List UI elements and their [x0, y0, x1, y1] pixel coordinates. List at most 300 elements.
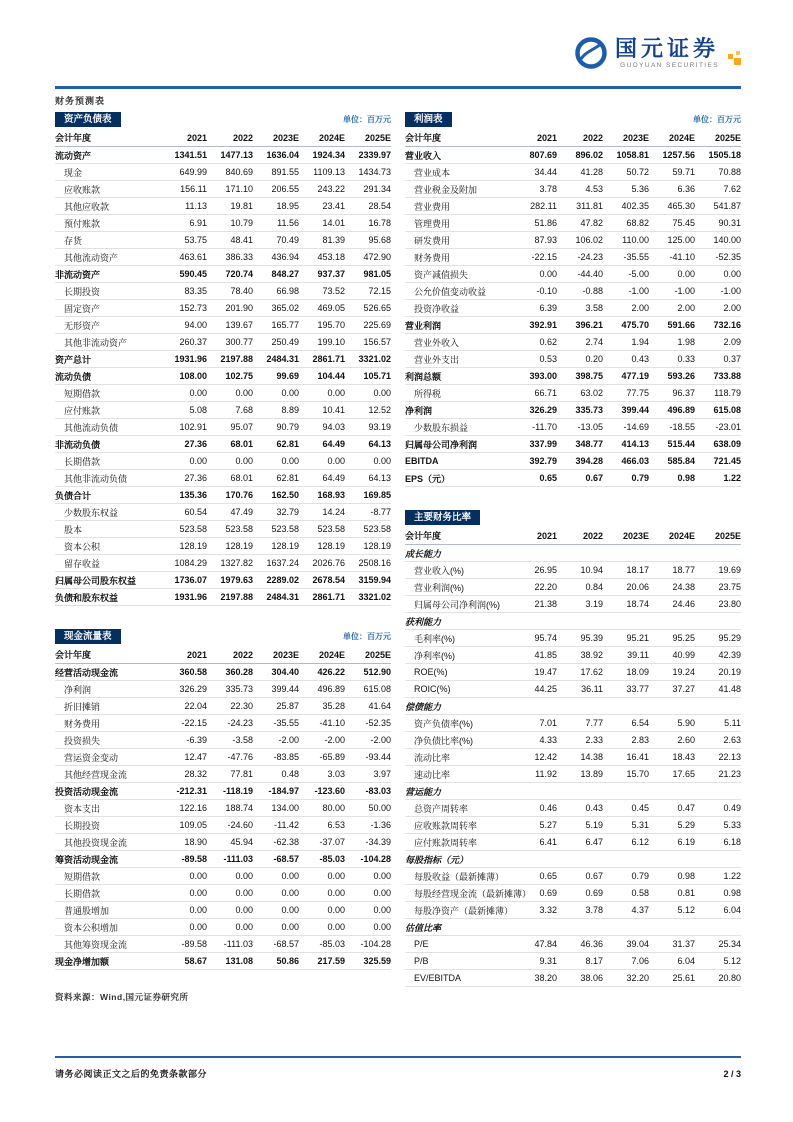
cell-value: 23.41 — [322, 201, 345, 211]
cell-value: 5.90 — [677, 718, 695, 728]
column-header: 2021 — [186, 649, 207, 660]
cell-value: 3.78 — [585, 905, 603, 915]
footer-disclaimer: 请务必阅读正文之后的免责条款部分 — [55, 1069, 208, 1079]
cell-value: -89.58 — [181, 854, 207, 864]
row-label: 归属母公司股东权益 — [55, 575, 137, 586]
cell-value: 0.00 — [373, 388, 391, 398]
cell-value: 0.00 — [189, 888, 207, 898]
cell-value: 90.31 — [718, 218, 741, 228]
cell-value: 70.49 — [276, 235, 299, 245]
cell-value: 2289.02 — [266, 575, 299, 585]
cell-value: 720.74 — [225, 269, 253, 279]
table-row — [405, 885, 741, 902]
cell-value: 1931.96 — [174, 592, 207, 602]
row-label: 其他非流动资产 — [64, 337, 128, 348]
row-label: 其他经营现金流 — [64, 769, 128, 780]
cell-value: -13.05 — [577, 422, 603, 432]
cell-value: 0.84 — [585, 582, 603, 592]
cell-value: 96.37 — [672, 388, 695, 398]
table-row — [55, 885, 391, 902]
row-label: 营业外收入 — [414, 337, 460, 348]
page-footer — [55, 1056, 741, 1080]
table-row — [405, 470, 741, 487]
cell-value: 496.89 — [317, 684, 345, 694]
cell-value: 28.32 — [184, 769, 207, 779]
cell-value: 36.11 — [581, 684, 603, 694]
row-label: 其他应收款 — [64, 201, 110, 212]
cell-value: 22.04 — [184, 701, 207, 711]
table-row — [55, 436, 391, 453]
column-header: 2021 — [186, 132, 207, 143]
cell-value: 453.18 — [317, 252, 345, 262]
cell-value: 50.72 — [626, 167, 649, 177]
cell-value: -47.76 — [227, 752, 253, 762]
cell-value: 1434.73 — [358, 167, 391, 177]
table-row — [55, 351, 391, 368]
cell-value: 26.95 — [534, 565, 557, 575]
row-label: 营业利润(%) — [414, 582, 464, 593]
cell-value: 0.00 — [281, 456, 299, 466]
table-row — [405, 800, 741, 817]
cell-value: 0.00 — [281, 871, 299, 881]
cell-value: 21.38 — [534, 599, 557, 609]
table-row — [55, 555, 391, 572]
cell-value: 27.36 — [184, 473, 207, 483]
cell-value: 0.65 — [539, 473, 557, 483]
cell-value: 2197.88 — [220, 354, 253, 364]
cell-value: 95.68 — [368, 235, 391, 245]
cell-value: 4.37 — [631, 905, 649, 915]
cell-value: -68.57 — [273, 939, 299, 949]
column-header: 2024E — [668, 132, 695, 143]
cell-value: 523.58 — [317, 524, 345, 534]
cell-value: 0.20 — [585, 354, 603, 364]
unit-label: 单位：百万元 — [343, 632, 391, 641]
cell-value: 108.00 — [179, 371, 207, 381]
table-row — [55, 470, 391, 487]
brand-name-en: GUOYUAN SECURITIES — [620, 61, 719, 69]
cell-value: 5.36 — [631, 184, 649, 194]
cell-value: 7.77 — [585, 718, 603, 728]
table-row — [405, 698, 741, 715]
cell-value: 0.49 — [723, 803, 741, 813]
table-row — [55, 181, 391, 198]
table-row — [55, 783, 391, 800]
row-label: 资本公积 — [64, 541, 101, 552]
cell-value: 42.39 — [718, 650, 741, 660]
cell-value: 81.39 — [322, 235, 345, 245]
cell-value: 5.27 — [539, 820, 557, 830]
table-row — [55, 521, 391, 538]
cell-value: 0.00 — [235, 905, 253, 915]
cell-value: 68.01 — [230, 439, 253, 449]
row-label: 每股经营现金流（最新摊薄） — [414, 888, 532, 899]
cell-value: 2508.16 — [358, 558, 391, 568]
cash-flow-table — [55, 627, 391, 970]
table-row — [55, 851, 391, 868]
cell-value: 18.43 — [672, 752, 695, 762]
cell-value: 128.19 — [317, 541, 345, 551]
cell-value: 0.00 — [235, 456, 253, 466]
column-header: 2024E — [318, 649, 345, 660]
cell-value: 0.00 — [539, 269, 557, 279]
cell-value: 291.34 — [363, 184, 391, 194]
cell-value: 20.80 — [718, 973, 741, 983]
cell-value: -111.03 — [223, 854, 253, 864]
table-body — [405, 129, 741, 487]
cell-value: 11.13 — [185, 201, 207, 211]
table-row — [405, 902, 741, 919]
cell-value: -123.60 — [314, 786, 345, 796]
table-row — [55, 215, 391, 232]
column-header: 2023E — [622, 530, 649, 541]
cell-value: 68.01 — [230, 473, 253, 483]
cell-value: 94.03 — [322, 422, 345, 432]
cell-value: 1341.51 — [174, 150, 207, 160]
cell-value: 28.54 — [368, 201, 391, 211]
cell-value: 46.36 — [580, 939, 603, 949]
cell-value: 170.76 — [225, 490, 253, 500]
right-column — [405, 110, 741, 1008]
cell-value: 243.22 — [317, 184, 345, 194]
row-label: 利润总额 — [405, 371, 442, 382]
row-label: ROIC(%) — [414, 684, 451, 694]
cell-value: -5.00 — [628, 269, 649, 279]
cell-value: 6.04 — [723, 905, 741, 915]
cell-value: -52.35 — [365, 718, 391, 728]
cell-value: -18.55 — [669, 422, 695, 432]
row-label: 每股净资产（最新摊薄） — [414, 905, 514, 916]
cell-value: -3.58 — [232, 735, 253, 745]
cell-value: -89.58 — [181, 939, 207, 949]
cell-value: 1257.56 — [662, 150, 695, 160]
row-label: 成长能力 — [405, 548, 442, 559]
cell-value: 2678.54 — [312, 575, 345, 585]
cell-value: 140.00 — [713, 235, 741, 245]
cell-value: 0.67 — [585, 473, 603, 483]
cell-value: 466.03 — [621, 456, 649, 466]
cell-value: 6.04 — [677, 956, 695, 966]
column-header: 2023E — [272, 649, 299, 660]
table-row — [405, 283, 741, 300]
cell-value: 135.36 — [179, 490, 207, 500]
row-label: 营业成本 — [414, 167, 451, 178]
cell-value: -11.70 — [532, 422, 557, 432]
cell-value: 17.65 — [672, 769, 695, 779]
table-row — [55, 953, 391, 970]
table-row — [55, 385, 391, 402]
table-row — [55, 749, 391, 766]
cell-value: -22.15 — [181, 718, 207, 728]
table-row — [405, 766, 741, 783]
table-row — [405, 334, 741, 351]
cell-value: 523.58 — [179, 524, 207, 534]
cell-value: 335.73 — [225, 684, 253, 694]
table-row — [405, 402, 741, 419]
row-label: 流动负债 — [55, 371, 92, 382]
financial-ratios-table — [405, 508, 741, 987]
cell-value: 122.16 — [179, 803, 207, 813]
cell-value: 0.00 — [189, 922, 207, 932]
row-label: 经营活动现金流 — [55, 667, 119, 678]
cell-value: -23.01 — [715, 422, 741, 432]
cell-value: -37.07 — [319, 837, 345, 847]
cell-value: 72.15 — [368, 286, 391, 296]
cell-value: -104.28 — [360, 939, 391, 949]
table-row — [55, 283, 391, 300]
row-label: 营业外支出 — [414, 354, 460, 365]
cell-value: 0.62 — [539, 337, 557, 347]
row-label: 营业收入(%) — [414, 565, 464, 576]
cell-value: 5.33 — [723, 820, 741, 830]
cell-value: 2861.71 — [312, 592, 345, 602]
row-label: 非流动资产 — [55, 269, 101, 280]
cell-value: 38.20 — [534, 973, 557, 983]
cell-value: 398.75 — [575, 371, 603, 381]
cell-value: 37.27 — [672, 684, 695, 694]
cell-value: 95.74 — [534, 633, 557, 643]
table-row — [55, 664, 391, 681]
column-header: 2024E — [668, 530, 695, 541]
cell-value: 24.38 — [672, 582, 695, 592]
row-label: 普通股增加 — [64, 905, 110, 916]
table-row — [55, 589, 391, 606]
cell-value: 1.22 — [723, 473, 741, 483]
row-label: 估值比率 — [405, 922, 442, 933]
row-label: EPS（元） — [405, 473, 451, 484]
cell-value: -34.39 — [365, 837, 391, 847]
cell-value: 206.55 — [271, 184, 299, 194]
row-label: 营业收入 — [405, 150, 442, 161]
cell-value: 95.39 — [580, 633, 603, 643]
table-row — [55, 198, 391, 215]
cell-value: 282.11 — [530, 201, 557, 211]
cell-value: 3159.94 — [358, 575, 391, 585]
row-label: 财务费用 — [64, 718, 101, 729]
cell-value: -1.00 — [628, 286, 649, 296]
cell-value: 2026.76 — [312, 558, 345, 568]
row-label: 其他流动负债 — [64, 422, 119, 433]
cell-value: 14.24 — [322, 507, 345, 517]
page-content — [55, 0, 741, 1122]
balance-sheet-table — [55, 110, 391, 606]
cell-value: 50.86 — [276, 956, 299, 966]
cell-value: 0.65 — [539, 871, 557, 881]
cell-value: 225.69 — [363, 320, 391, 330]
row-label: 非流动负债 — [55, 439, 101, 450]
cell-value: 201.90 — [225, 303, 253, 313]
table-body — [55, 646, 391, 970]
cell-value: 394.28 — [575, 456, 603, 466]
cell-value: 414.13 — [621, 439, 649, 449]
column-header: 会计年度 — [405, 531, 442, 541]
table-row — [55, 834, 391, 851]
cell-value: 0.00 — [723, 269, 741, 279]
cell-value: -2.00 — [324, 735, 345, 745]
row-label: 留存收益 — [64, 558, 101, 569]
row-label: P/B — [414, 956, 429, 966]
column-header: 2022 — [232, 649, 253, 660]
row-label: 毛利率(%) — [414, 633, 455, 644]
table-row — [405, 953, 741, 970]
left-column — [55, 110, 391, 1008]
cell-value: 19.47 — [534, 667, 557, 677]
cell-value: -68.57 — [273, 854, 299, 864]
table-row — [55, 249, 391, 266]
cell-value: 16.78 — [368, 218, 391, 228]
page-number: 2 / 3 — [723, 1068, 741, 1079]
table-row — [405, 385, 741, 402]
cell-value: 3.97 — [373, 769, 391, 779]
cell-value: 199.10 — [317, 337, 345, 347]
cell-value: 32.20 — [626, 973, 649, 983]
cell-value: 53.75 — [184, 235, 207, 245]
row-label: 其他筹资现金流 — [64, 939, 128, 950]
cell-value: 591.66 — [667, 320, 695, 330]
row-label: 所得税 — [414, 388, 442, 399]
cell-value: 1736.07 — [174, 575, 207, 585]
cell-value: 436.94 — [271, 252, 299, 262]
table-title: 主要财务比率 — [405, 510, 480, 526]
cell-value: 638.09 — [713, 439, 741, 449]
cell-value: 515.44 — [667, 439, 695, 449]
cell-value: 93.19 — [368, 422, 391, 432]
cell-value: 0.00 — [189, 905, 207, 915]
table-row — [405, 851, 741, 868]
cell-value: -41.10 — [669, 252, 695, 262]
guoyuan-circle-logo-icon — [574, 36, 608, 70]
column-header: 2024E — [318, 132, 345, 143]
table-row — [55, 868, 391, 885]
table-row — [405, 579, 741, 596]
cell-value: 649.99 — [179, 167, 207, 177]
cell-value: 1.98 — [677, 337, 695, 347]
cell-value: 0.37 — [723, 354, 741, 364]
brand-accent-squares — [726, 38, 741, 68]
cell-value: 1931.96 — [174, 354, 207, 364]
table-header — [405, 508, 741, 527]
cell-value: 1084.29 — [174, 558, 207, 568]
table-row — [55, 919, 391, 936]
row-label: 净利率(%) — [414, 650, 455, 661]
cell-value: 39.04 — [626, 939, 649, 949]
table-row — [405, 181, 741, 198]
cell-value: 250.49 — [271, 337, 299, 347]
cell-value: 981.05 — [363, 269, 391, 279]
table-row — [55, 732, 391, 749]
cell-value: 87.93 — [534, 235, 557, 245]
table-row — [405, 215, 741, 232]
cell-value: 48.41 — [230, 235, 253, 245]
table-row — [55, 453, 391, 470]
cell-value: 840.69 — [225, 167, 253, 177]
cell-value: 0.00 — [373, 456, 391, 466]
column-header: 2025E — [714, 132, 741, 143]
cell-value: -11.42 — [274, 820, 299, 830]
cell-value: 2484.31 — [266, 592, 299, 602]
table-row — [405, 232, 741, 249]
cell-value: -184.97 — [268, 786, 299, 796]
cell-value: 0.67 — [585, 871, 603, 881]
table-row — [405, 249, 741, 266]
cell-value: 0.48 — [281, 769, 299, 779]
table-column-header — [55, 646, 391, 664]
cell-value: 217.59 — [317, 956, 345, 966]
cell-value: 24.46 — [672, 599, 695, 609]
row-label: 其他流动资产 — [64, 252, 119, 263]
cell-value: 0.47 — [677, 803, 695, 813]
unit-label: 单位：百万元 — [343, 115, 391, 124]
cell-value: 16.41 — [626, 752, 649, 762]
cell-value: 6.36 — [677, 184, 695, 194]
row-label: 长期投资 — [64, 820, 101, 831]
cell-value: 2.00 — [677, 303, 695, 313]
cell-value: 23.75 — [718, 582, 741, 592]
cell-value: 125.00 — [667, 235, 695, 245]
row-label: 股本 — [64, 524, 83, 535]
cell-value: 1979.63 — [220, 575, 253, 585]
cell-value: 6.12 — [631, 837, 649, 847]
cell-value: 6.91 — [189, 218, 207, 228]
cell-value: -0.10 — [536, 286, 557, 296]
table-row — [55, 266, 391, 283]
cell-value: -62.38 — [273, 837, 299, 847]
cell-value: 0.00 — [235, 388, 253, 398]
cell-value: 721.45 — [713, 456, 741, 466]
row-label: 折旧摊销 — [64, 701, 101, 712]
cell-value: 733.88 — [713, 371, 741, 381]
cell-value: 5.12 — [723, 956, 741, 966]
table-row — [405, 970, 741, 987]
row-label: 现金净增加额 — [55, 956, 110, 967]
cell-value: 32.79 — [276, 507, 299, 517]
section-title: 财务预测表 — [55, 96, 106, 106]
cell-value: 47.82 — [580, 218, 603, 228]
cell-value: 0.58 — [631, 888, 649, 898]
cell-value: 23.80 — [718, 599, 741, 609]
cell-value: 325.59 — [363, 956, 391, 966]
cell-value: 95.21 — [626, 633, 649, 643]
cell-value: 3321.02 — [358, 592, 391, 602]
cell-value: 10.41 — [322, 405, 345, 415]
cell-value: 128.19 — [179, 541, 207, 551]
cell-value: 360.58 — [179, 667, 207, 677]
cell-value: -35.55 — [273, 718, 299, 728]
row-label: 无形资产 — [64, 320, 101, 331]
row-label: P/E — [414, 939, 429, 949]
column-header: 2023E — [622, 132, 649, 143]
cell-value: 171.10 — [225, 184, 253, 194]
cell-value: 6.53 — [327, 820, 345, 830]
table-row — [55, 164, 391, 181]
cell-value: 615.08 — [713, 405, 741, 415]
cell-value: 19.69 — [718, 565, 741, 575]
cell-value: 22.30 — [230, 701, 253, 711]
cell-value: 6.54 — [631, 718, 649, 728]
cell-value: 0.98 — [677, 871, 695, 881]
table-row — [405, 647, 741, 664]
column-header: 2022 — [232, 132, 253, 143]
cell-value: 62.81 — [276, 439, 299, 449]
cell-value: 393.00 — [529, 371, 557, 381]
cell-value: 9.31 — [539, 956, 557, 966]
table-columns — [55, 110, 741, 1008]
cell-value: -8.77 — [370, 507, 391, 517]
row-label: 短期借款 — [64, 871, 101, 882]
cell-value: 106.02 — [575, 235, 603, 245]
cell-value: 47.49 — [230, 507, 253, 517]
cell-value: 95.25 — [672, 633, 695, 643]
